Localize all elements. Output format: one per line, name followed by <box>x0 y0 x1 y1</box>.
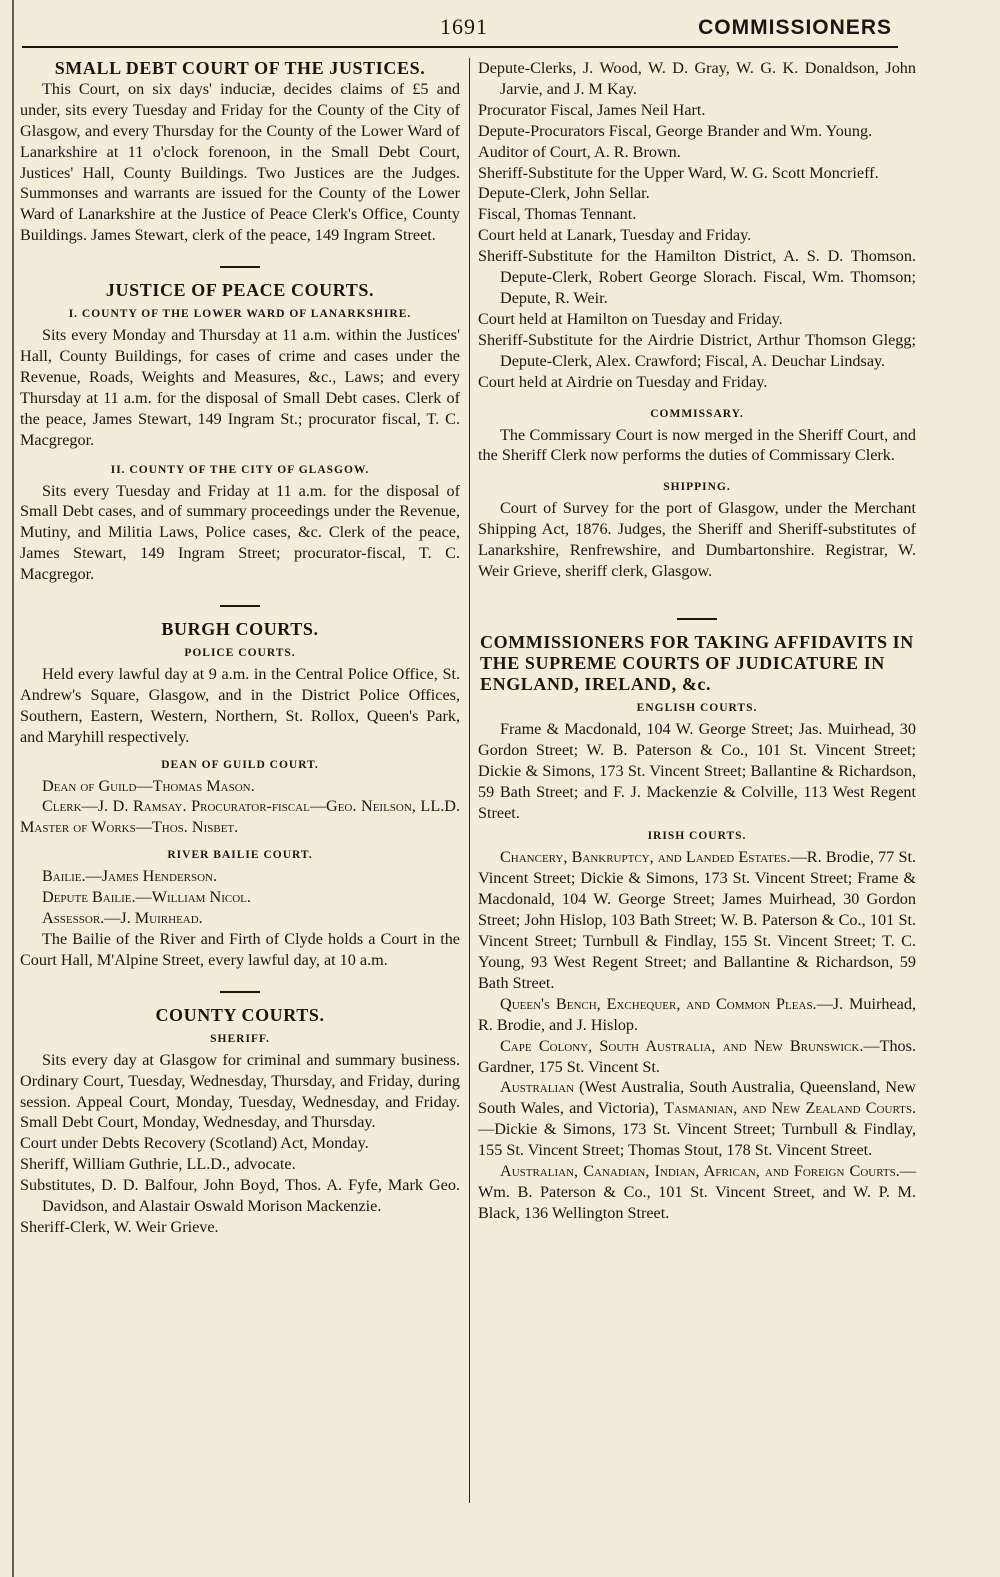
river-bailie-body: The Bailie of the River and Firth of Clyde holds a Court in the Court Hall, M'Alpine Street, every lawful day, at 10 a.m. <box>20 930 460 969</box>
county-courts-heading: COUNTY COURTS. <box>155 1004 325 1025</box>
cape-colony-entry <box>478 1036 916 1078</box>
cape-colony-body: —Thos. Gardner, 175 St. Vincent St. <box>478 1036 916 1076</box>
commissary-body: The Commissary Court is now merged in the Sheriff Court, and the Sheriff Clerk now performs the duties of Commissary Clerk. <box>478 425 916 465</box>
jp-heading: JUSTICE OF PEACE COURTS. <box>105 280 375 301</box>
police-courts-subheading: POLICE COURTS. <box>184 646 296 659</box>
officer-line: Sheriff-Substitute for the Airdrie District, Arthur Thomson Glegg; Depute-Clerk, Alex. Crawford; Fiscal, A. Deuchar Lindsay. <box>478 330 916 370</box>
officer-line: Depute-Clerks, J. Wood, W. D. Gray, W. G. K. Donaldson, John Jarvie, and J. M Kay. <box>478 59 916 98</box>
river-bailie-subheading: RIVER BAILIE COURT. <box>167 849 313 862</box>
chancery-entry <box>478 847 916 993</box>
small-debt-body: This Court, on six days' induciæ, decides claims of £5 and under, sits every Tuesday and Friday for the County of the City of Glasgow, and every Thursday for the County of the Lower Ward of Lanarkshire at 11 o'clock forenoon, in the Small Debt Court, Justices' Hall, County Buildings. Two Justices are the Judges. Summonses and warrants are issued for the County of the Lower Ward of Lanarkshire at the Justice of Peace Clerk's Office, County Buildings. James Stewart, clerk of the peace, 149 Ingram Street. <box>20 79 460 245</box>
english-courts-subheading: ENGLISH COURTS. <box>636 701 758 714</box>
jp-glasgow-subheading: II. COUNTY OF THE CITY OF GLASGOW. <box>110 463 370 476</box>
header-rule <box>22 46 898 48</box>
column-divider <box>469 58 470 1503</box>
shipping-body: Court of Survey for the port of Glasgow, under the Merchant Shipping Act, 1876. Judges, the Sheriff and Sheriff-substitutes of Lanarkshire, Renfrewshire, and Dumbartonshire. Registrar, W. Weir Grieve, sheriff clerk, Glasgow. <box>478 499 916 581</box>
running-title: COMMISSIONERS <box>698 16 892 39</box>
river-bailie-line: Bailie.—James Henderson. <box>42 867 218 886</box>
australian-body: —Dickie & Simons, 173 St. Vincent Street; Turnbull & Findlay, 155 St. Vincent Street; Thomas Stout, 178 St. Vincent Street. <box>478 1120 916 1160</box>
sheriff-subheading: SHERIFF. <box>210 1032 270 1045</box>
australian-label: Australian <box>500 1078 575 1097</box>
officer-line: Court held at Lanark, Tuesday and Friday. <box>478 226 752 245</box>
section-rule <box>677 618 717 620</box>
small-debt-heading: SMALL DEBT COURT OF THE JUSTICES. <box>54 58 426 78</box>
officer-line: Sheriff-Substitute for the Hamilton District, A. S. D. Thomson. Depute-Clerk, Robert George Slorach. Fiscal, Wm. Thomson; Depute, R. Weir. <box>478 247 916 307</box>
police-courts-body: Held every lawful day at 9 a.m. in the Central Police Office, St. Andrew's Square, Glasgow, and in the District Police Offices, Southern, Eastern, Western, Northern, St. Rollox, Queen's Park, and Maryhill respectively. <box>20 664 460 746</box>
irish-courts-subheading: IRISH COURTS. <box>647 830 747 843</box>
queens-bench-body: —J. Muirhead, R. Brodie, and J. Hislop. <box>478 994 916 1034</box>
foreign-courts-body: —Wm. B. Paterson & Co., 101 St. Vincent Street, and W. P. M. Black, 136 Wellington Street. <box>478 1162 916 1222</box>
australian-states: (West Australia, South Australia, Queensland, New South Wales, and Victoria), <box>478 1078 916 1118</box>
officer-line: Depute-Procurators Fiscal, George Brander and Wm. Young. <box>478 121 873 140</box>
foreign-courts-entry <box>478 1161 916 1224</box>
tasmanian-label: Tasmanian, and New Zealand Courts. <box>664 1099 917 1118</box>
right-column <box>478 58 916 1224</box>
dean-of-guild-subheading: DEAN OF GUILD COURT. <box>161 758 319 771</box>
officer-line: Fiscal, Thomas Tennant. <box>478 205 637 224</box>
sheriff-clerk-line: Sheriff-Clerk, W. Weir Grieve. <box>20 1217 219 1236</box>
sheriff-body: Sits every day at Glasgow for criminal and summary business. Ordinary Court, Tuesday, Wednesday, Thursday, and Friday, during session. Appeal Court, Monday, Tuesday, Wednesday, and Friday. Small Debt Court, Monday, Wednesday, and Thursday. <box>20 1050 460 1132</box>
page-edge-rule <box>12 0 14 1577</box>
page-number: 1691 <box>440 14 488 39</box>
queens-bench-label: Queen's Bench, Exchequer, and Common Pleas. <box>500 994 817 1013</box>
section-rule <box>220 991 260 993</box>
foreign-courts-label: Australian, Canadian, Indian, African, and Foreign Courts. <box>500 1162 900 1181</box>
officer-line: Court held at Airdrie on Tuesday and Friday. <box>478 372 768 391</box>
english-courts-body: Frame & Macdonald, 104 W. George Street; Jas. Muirhead, 30 Gordon Street; W. B. Paterson & Co., 101 St. Vincent Street; Dickie & Simons, 173 St. Vincent Street; Ballantine & Richardson, 59 Bath Street; and F. J. Mackenzie & Colville, 113 West Regent Street. <box>478 719 916 822</box>
commissary-subheading: COMMISSARY. <box>650 407 744 420</box>
jp-glasgow-body: Sits every Tuesday and Friday at 11 a.m. for the disposal of Small Debt cases, and of summary proceedings under the Revenue, Mutiny, and Militia Laws, Police cases, &c. Clerk of the peace, James Stewart, 149 Ingram Street; procurator-fiscal, T. C. Macgregor. <box>20 481 460 584</box>
page-header <box>0 14 1000 48</box>
jp-lower-ward-subheading: I. COUNTY OF THE LOWER WARD OF LANARKSHIRE. <box>68 308 412 321</box>
left-column <box>20 58 460 1238</box>
shipping-subheading: SHIPPING. <box>663 481 731 494</box>
queens-bench-entry <box>478 994 916 1036</box>
section-rule <box>220 605 260 607</box>
river-assessor-line: Assessor.—J. Muirhead. <box>42 909 203 928</box>
affidavits-heading: COMMISSIONERS FOR TAKING AFFIDAVITS IN THE SUPREME COURTS OF JUDICATURE IN ENGLAND, IRELAND, &c. <box>480 631 914 694</box>
officer-line: Sheriff-Substitute for the Upper Ward, W. G. Scott Moncrieff. <box>478 163 879 182</box>
debts-recovery-line: Court under Debts Recovery (Scotland) Act, Monday. <box>20 1134 369 1153</box>
section-rule <box>220 266 260 268</box>
officer-line: Auditor of Court, A. R. Brown. <box>478 142 681 161</box>
officer-line: Procurator Fiscal, James Neil Hart. <box>478 100 706 119</box>
cape-colony-label: Cape Colony, South Australia, and New Brunswick. <box>500 1036 864 1055</box>
river-depute-line: Depute Bailie.—William Nicol. <box>42 888 251 907</box>
officer-line: Depute-Clerk, John Sellar. <box>478 184 650 203</box>
chancery-body: —R. Brodie, 77 St. Vincent Street; Dickie & Simons, 173 St. Vincent Street; Frame & Macdonald, 104 W. George Street; James Muirhead, 30 Gordon Street; John Hislop, 103 Bath Street; W. B. Paterson & Co., 101 St. Vincent Street; Turnbull & Findlay, 155 St. Vincent Street; T. C. Young, 93 West Regent Street; and Ballantine & Richardson, 59 Bath Street. <box>478 848 916 992</box>
dean-of-guild-line: Dean of Guild—Thomas Mason. <box>42 776 255 795</box>
substitutes-line: Substitutes, D. D. Balfour, John Boyd, Thos. A. Fyfe, Mark Geo. Davidson, and Alastair Oswald Morison Mackenzie. <box>20 1176 460 1216</box>
sheriff-line: Sheriff, William Guthrie, LL.D., advocate. <box>20 1155 296 1174</box>
dean-clerk-line: Clerk—J. D. Ramsay. Procurator-fiscal—Geo. Neilson, LL.D. Master of Works—Thos. Nisbet. <box>20 797 460 837</box>
australian-entry <box>478 1077 916 1161</box>
jp-lower-ward-body: Sits every Monday and Thursday at 11 a.m. within the Justices' Hall, County Buildings, for cases of crime and cases under the Revenue, Roads, Weights and Measures, &c., Laws; and every Thursday at 11 a.m. for the disposal of Small Debt cases. Clerk of the peace, James Stewart, 149 Ingram St.; procurator fiscal, T. C. Macgregor. <box>20 326 460 449</box>
officer-line: Court held at Hamilton on Tuesday and Friday. <box>478 309 783 328</box>
chancery-label: Chancery, Bankruptcy, and Landed Estates. <box>500 848 791 867</box>
burgh-heading: BURGH COURTS. <box>161 619 319 640</box>
